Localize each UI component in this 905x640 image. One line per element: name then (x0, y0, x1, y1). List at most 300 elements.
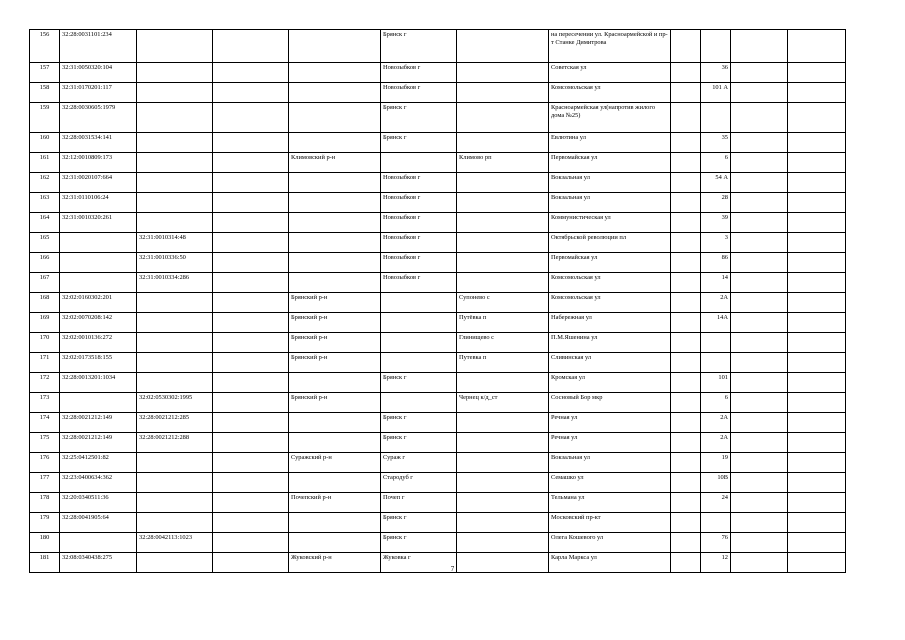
page-number: 7 (450, 565, 455, 573)
table-cell: 157 (30, 63, 60, 83)
table-cell (671, 213, 701, 233)
table-cell (213, 513, 289, 533)
table-cell (788, 313, 846, 333)
table-cell (381, 313, 457, 333)
table-cell: 32:31:0010314:48 (137, 233, 213, 253)
table-cell: 32:31:0010336:50 (137, 253, 213, 273)
table-cell: Новозыбков г (381, 193, 457, 213)
table-cell: Брянск г (381, 413, 457, 433)
table-cell (701, 30, 731, 63)
table-cell: 165 (30, 233, 60, 253)
table-cell: Брянский р-н (289, 333, 381, 353)
table-row (30, 103, 846, 133)
table-cell (289, 413, 381, 433)
table-cell (788, 253, 846, 273)
table-cell (671, 433, 701, 453)
table-cell (671, 233, 701, 253)
table-cell: Советская ул (549, 63, 671, 83)
table-cell (731, 233, 788, 253)
table-row (30, 373, 846, 393)
table-cell (671, 313, 701, 333)
table-cell: Брянск г (381, 533, 457, 553)
table-cell: Первомайская ул (549, 153, 671, 173)
table-cell (788, 193, 846, 213)
table-cell (137, 153, 213, 173)
table-cell (381, 393, 457, 413)
table-cell: Московский пр-кт (549, 513, 671, 533)
table-cell (671, 83, 701, 103)
registry-table (29, 29, 846, 573)
table-cell: 24 (701, 493, 731, 513)
table-cell: Речная ул (549, 413, 671, 433)
table-cell (60, 393, 137, 413)
table-cell: 32:28:0021212:149 (60, 433, 137, 453)
table-cell (137, 513, 213, 533)
table-cell: Новозыбков г (381, 253, 457, 273)
table-cell (137, 293, 213, 313)
table-cell (788, 393, 846, 413)
table-cell: 2А (701, 293, 731, 313)
table-cell (457, 373, 549, 393)
table-cell: 166 (30, 253, 60, 273)
table-cell: 32:28:0013201:1034 (60, 373, 137, 393)
table-cell (457, 173, 549, 193)
table-row (30, 533, 846, 553)
table-cell (381, 293, 457, 313)
table-cell (788, 353, 846, 373)
table-cell: Жуковский р-н (289, 553, 381, 573)
table-cell: Почепский р-н (289, 493, 381, 513)
table-cell (788, 153, 846, 173)
table-cell: Новозыбков г (381, 213, 457, 233)
table-cell (213, 333, 289, 353)
table-cell: 14 (701, 273, 731, 293)
table-cell (289, 533, 381, 553)
table-cell: Новозыбков г (381, 83, 457, 103)
table-cell (671, 293, 701, 313)
table-cell: 101 (701, 373, 731, 393)
table-cell (731, 373, 788, 393)
table-cell (788, 433, 846, 453)
table-cell (731, 353, 788, 373)
table-cell (289, 213, 381, 233)
table-cell: 168 (30, 293, 60, 313)
table-cell: Новозыбков г (381, 173, 457, 193)
table-cell: 32:02:0530302:1995 (137, 393, 213, 413)
table-cell (457, 83, 549, 103)
table-cell (671, 173, 701, 193)
table-cell: 159 (30, 103, 60, 133)
table-cell: 32:25:0412501:82 (60, 453, 137, 473)
table-cell (289, 193, 381, 213)
table-cell: 86 (701, 253, 731, 273)
table-cell (289, 253, 381, 273)
table-cell (788, 333, 846, 353)
table-cell: 32:28:0030605:1979 (60, 103, 137, 133)
table-cell (788, 453, 846, 473)
table-cell (457, 433, 549, 453)
table-cell: 39 (701, 213, 731, 233)
table-row (30, 393, 846, 413)
table-row (30, 193, 846, 213)
table-cell (213, 273, 289, 293)
table-cell: Вокзальная ул (549, 453, 671, 473)
table-cell (671, 353, 701, 373)
table-cell (788, 293, 846, 313)
table-cell (671, 373, 701, 393)
table-cell (213, 153, 289, 173)
table-cell (381, 333, 457, 353)
table-cell (731, 253, 788, 273)
table-cell (701, 103, 731, 133)
table-cell: Брянск г (381, 103, 457, 133)
table-cell (788, 103, 846, 133)
table-cell (457, 213, 549, 233)
table-cell (788, 493, 846, 513)
table-cell (213, 493, 289, 513)
table-cell: Путевка п (457, 353, 549, 373)
table-cell (671, 513, 701, 533)
table-cell: Кромская ул (549, 373, 671, 393)
table-cell (731, 453, 788, 473)
table-cell (289, 373, 381, 393)
table-cell (731, 533, 788, 553)
table-cell (671, 103, 701, 133)
table-cell (213, 63, 289, 83)
table-cell: Брянск г (381, 513, 457, 533)
table-cell: 156 (30, 30, 60, 63)
table-cell (731, 333, 788, 353)
table-cell (788, 413, 846, 433)
table-cell: Олега Кошевого ул (549, 533, 671, 553)
table-cell (701, 353, 731, 373)
table-cell: 174 (30, 413, 60, 433)
table-cell (788, 213, 846, 233)
table-cell (671, 253, 701, 273)
table-cell (213, 533, 289, 553)
table-cell: 2А (701, 433, 731, 453)
table-cell: 32:31:0110106:24 (60, 193, 137, 213)
table-cell: 32:28:0021212:149 (60, 413, 137, 433)
table-cell (457, 273, 549, 293)
table-cell: Евлютина ул (549, 133, 671, 153)
table-cell: Брянск г (381, 30, 457, 63)
table-cell: 32:08:0340438:275 (60, 553, 137, 573)
table-cell (213, 30, 289, 63)
table-cell: 177 (30, 473, 60, 493)
table-cell: 2А (701, 413, 731, 433)
table-cell: Речная ул (549, 433, 671, 453)
table-cell: 181 (30, 553, 60, 573)
table-cell: 3 (701, 233, 731, 253)
table-cell: Супонево с (457, 293, 549, 313)
table-cell (731, 193, 788, 213)
table-cell (457, 133, 549, 153)
table-cell: 101 А (701, 83, 731, 103)
table-cell (701, 333, 731, 353)
table-cell: Вокзальная ул (549, 193, 671, 213)
table-cell: Глинищево с (457, 333, 549, 353)
table-cell: 10В (701, 473, 731, 493)
table-row (30, 253, 846, 273)
table-cell (731, 413, 788, 433)
table-cell: 162 (30, 173, 60, 193)
table-cell (788, 233, 846, 253)
table-cell (671, 333, 701, 353)
table-cell (213, 313, 289, 333)
table-cell: Жуковка г (381, 553, 457, 573)
table-cell (731, 473, 788, 493)
table-cell (671, 153, 701, 173)
table-cell (289, 63, 381, 83)
table-cell: 178 (30, 493, 60, 513)
table-cell (213, 83, 289, 103)
table-cell (289, 473, 381, 493)
table-cell (671, 273, 701, 293)
table-cell: Стародуб г (381, 473, 457, 493)
table-cell (457, 513, 549, 533)
table-cell (289, 30, 381, 63)
table-cell (457, 473, 549, 493)
table-cell (457, 253, 549, 273)
table-cell (788, 513, 846, 533)
table-cell (457, 233, 549, 253)
table-cell: Брянский р-н (289, 353, 381, 373)
table-cell: 171 (30, 353, 60, 373)
table-cell: Брянск г (381, 133, 457, 153)
table-cell: 163 (30, 193, 60, 213)
table-cell (137, 373, 213, 393)
table-row (30, 493, 846, 513)
table-row (30, 513, 846, 533)
table-cell: Семашко ул (549, 473, 671, 493)
table-cell (60, 533, 137, 553)
table-cell (457, 413, 549, 433)
table-cell: 32:31:0170201:117 (60, 83, 137, 103)
table-cell: 32:31:0010334:286 (137, 273, 213, 293)
table-cell (731, 133, 788, 153)
table-cell (213, 373, 289, 393)
table-cell (457, 30, 549, 63)
table-cell (701, 513, 731, 533)
table-cell: Почеп г (381, 493, 457, 513)
table-cell (137, 173, 213, 193)
table-row (30, 313, 846, 333)
table-cell: 32:28:0031534:141 (60, 133, 137, 153)
table-cell (60, 233, 137, 253)
table-cell: 160 (30, 133, 60, 153)
table-cell: 32:28:0021212:288 (137, 433, 213, 453)
table-cell (731, 313, 788, 333)
table-cell (731, 393, 788, 413)
table-cell (671, 413, 701, 433)
table-cell: 173 (30, 393, 60, 413)
table-cell (60, 273, 137, 293)
table-cell (213, 393, 289, 413)
table-cell (788, 83, 846, 103)
table-cell: Климовский р-н (289, 153, 381, 173)
table-cell: 176 (30, 453, 60, 473)
table-row (30, 83, 846, 103)
table-cell (213, 253, 289, 273)
table-row (30, 433, 846, 453)
table-cell (671, 393, 701, 413)
table-cell: Брянск г (381, 433, 457, 453)
table-cell: 170 (30, 333, 60, 353)
table-cell (457, 63, 549, 83)
table-cell: П.М.Яшенина ул (549, 333, 671, 353)
table-cell: 161 (30, 153, 60, 173)
table-cell (731, 273, 788, 293)
table-cell (731, 30, 788, 63)
table-row (30, 353, 846, 373)
table-cell (289, 273, 381, 293)
table-cell: Карла Маркса ул (549, 553, 671, 573)
table-cell: Октябрьской революции пл (549, 233, 671, 253)
table-cell (137, 193, 213, 213)
table-cell (213, 233, 289, 253)
table-cell (60, 253, 137, 273)
table-cell (137, 213, 213, 233)
table-cell (213, 213, 289, 233)
table-cell: 36 (701, 63, 731, 83)
table-cell (213, 473, 289, 493)
table-cell (213, 193, 289, 213)
table-cell: Первомайская ул (549, 253, 671, 273)
table-cell (788, 133, 846, 153)
table-row (30, 333, 846, 353)
table-cell: Новозыбков г (381, 63, 457, 83)
table-cell (381, 353, 457, 373)
table-cell (137, 133, 213, 153)
table-cell: 180 (30, 533, 60, 553)
table-cell: Брянский р-н (289, 293, 381, 313)
table-cell (213, 103, 289, 133)
table-cell: 76 (701, 533, 731, 553)
table-cell (788, 30, 846, 63)
table-cell: Тельмана ул (549, 493, 671, 513)
table-row (30, 30, 846, 63)
table-cell (289, 513, 381, 533)
table-cell (289, 83, 381, 103)
table-row (30, 213, 846, 233)
table-cell: Брянский р-н (289, 313, 381, 333)
table-cell: 172 (30, 373, 60, 393)
table-cell: 12 (701, 553, 731, 573)
table-cell: 175 (30, 433, 60, 453)
table-cell (671, 473, 701, 493)
table-cell (671, 193, 701, 213)
table-cell (137, 473, 213, 493)
table-cell (788, 373, 846, 393)
table-cell (457, 193, 549, 213)
table-cell (213, 433, 289, 453)
table-cell: Новозыбков г (381, 233, 457, 253)
table-cell: Комсомольская ул (549, 83, 671, 103)
table-cell (731, 213, 788, 233)
table-row (30, 153, 846, 173)
table-cell: Красноармейская ул(напротив жилого дома №25) (549, 103, 671, 133)
table-cell (731, 103, 788, 133)
table-cell: 179 (30, 513, 60, 533)
table-cell: 54 А (701, 173, 731, 193)
table-cell (137, 63, 213, 83)
table-cell (731, 433, 788, 453)
table-cell: 32:31:0010320:261 (60, 213, 137, 233)
table-cell: Сливинская ул (549, 353, 671, 373)
table-cell: 169 (30, 313, 60, 333)
table-cell: 32:02:0160302:201 (60, 293, 137, 313)
table-cell: Коммунистическая ул (549, 213, 671, 233)
table-cell: 19 (701, 453, 731, 473)
table-cell (137, 30, 213, 63)
table-cell: Брянский р-н (289, 393, 381, 413)
table-cell (671, 533, 701, 553)
table-cell (788, 533, 846, 553)
table-row (30, 173, 846, 193)
table-cell: 32:02:0010136:272 (60, 333, 137, 353)
table-cell (213, 453, 289, 473)
table-cell (289, 233, 381, 253)
table-cell (457, 103, 549, 133)
table-cell: 32:31:0050320:104 (60, 63, 137, 83)
table-cell: 32:28:0021212:285 (137, 413, 213, 433)
table-row (30, 473, 846, 493)
table-row (30, 293, 846, 313)
table-cell: 6 (701, 393, 731, 413)
table-cell (137, 353, 213, 373)
table-cell: Чернец к/д_ст (457, 393, 549, 413)
table-cell (671, 63, 701, 83)
table-cell (213, 353, 289, 373)
table-row (30, 63, 846, 83)
table-cell (381, 153, 457, 173)
table-cell: Брянск г (381, 373, 457, 393)
table-cell: 32:12:0010809:173 (60, 153, 137, 173)
table-cell: 32:28:0041905:64 (60, 513, 137, 533)
table-cell (731, 493, 788, 513)
table-cell: Комсомольская ул (549, 273, 671, 293)
table-cell (289, 103, 381, 133)
table-cell (788, 173, 846, 193)
table-cell: 35 (701, 133, 731, 153)
table-cell: Путёвка п (457, 313, 549, 333)
table-cell: 32:31:0020107:664 (60, 173, 137, 193)
table-cell (731, 293, 788, 313)
table-row (30, 133, 846, 153)
table-cell (457, 533, 549, 553)
table-cell: 32:02:0070208:142 (60, 313, 137, 333)
table-cell: 28 (701, 193, 731, 213)
table-cell: Новозыбков г (381, 273, 457, 293)
table-row (30, 453, 846, 473)
table-cell (289, 433, 381, 453)
table-cell (788, 63, 846, 83)
table-cell: Сураж г (381, 453, 457, 473)
table-cell: 32:20:0340511:36 (60, 493, 137, 513)
table-cell: Сосновый Бор мкр (549, 393, 671, 413)
table-cell (213, 173, 289, 193)
table-cell (671, 133, 701, 153)
table-cell (137, 103, 213, 133)
table-cell: 164 (30, 213, 60, 233)
registry-table-body (30, 30, 846, 573)
table-cell (731, 173, 788, 193)
table-cell: Набережная ул (549, 313, 671, 333)
table-cell: Суражский р-н (289, 453, 381, 473)
table-cell: Климово рп (457, 153, 549, 173)
table-cell: 32:23:0400634:362 (60, 473, 137, 493)
